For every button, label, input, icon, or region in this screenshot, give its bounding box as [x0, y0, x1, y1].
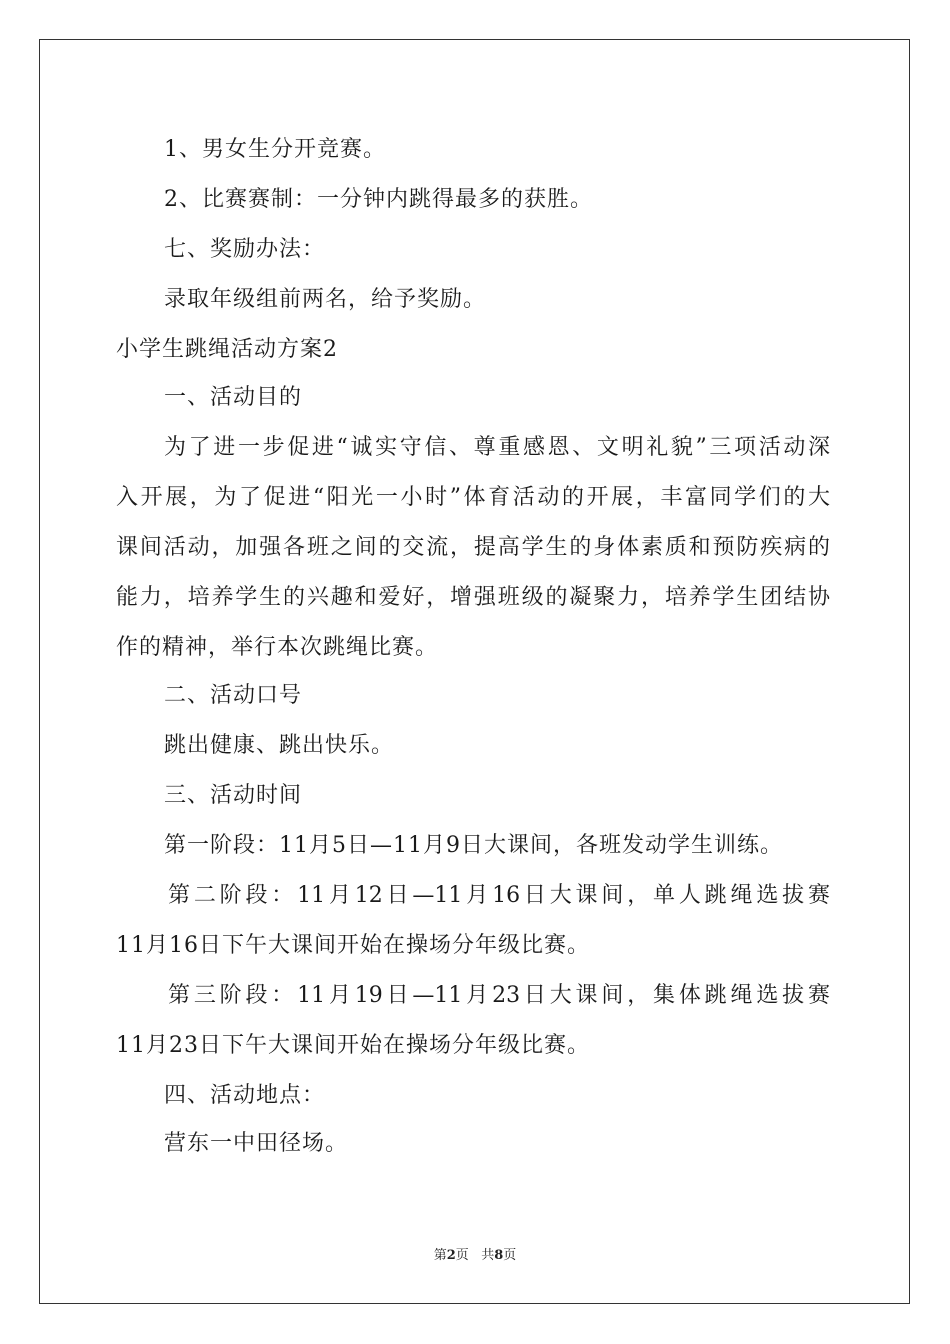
footer-page-prefix: 第	[433, 1248, 447, 1263]
text-line: 第三阶段：11月19日—11月23日大课间，集体跳绳选拔赛	[168, 983, 830, 1008]
text-line: 第二阶段：11月12日—11月16日大课间，单人跳绳选拔赛	[168, 883, 830, 908]
section-heading: 三、活动时间	[164, 783, 303, 808]
text-line: 跳出健康、跳出快乐。	[164, 733, 395, 758]
text-line: 能力，培养学生的兴趣和爱好，增强班级的凝聚力，培养学生团结协	[116, 585, 830, 610]
footer-total-prefix: 共	[481, 1248, 495, 1263]
section-heading: 七、奖励办法：	[164, 237, 326, 262]
document-title: 小学生跳绳活动方案2	[116, 337, 338, 362]
footer-total-pages: 8	[494, 1248, 504, 1263]
text-line: 营东一中田径场。	[164, 1131, 349, 1156]
text-line: 课间活动，加强各班之间的交流，提高学生的身体素质和预防疾病的	[116, 535, 830, 560]
page-footer	[0, 1247, 950, 1265]
text-line: 为了进一步促进“诚实守信、尊重感恩、文明礼貌”三项活动深	[164, 435, 830, 460]
text-line: 作的精神，举行本次跳绳比赛。	[116, 635, 439, 660]
text-line: 11月16日下午大课间开始在操场分年级比赛。	[116, 933, 590, 958]
section-heading: 一、活动目的	[164, 385, 303, 410]
text-line: 2、比赛赛制：一分钟内跳得最多的获胜。	[164, 187, 593, 212]
footer-total-suffix: 页	[503, 1248, 517, 1263]
section-heading: 二、活动口号	[164, 683, 303, 708]
text-line: 第一阶段：11月5日—11月9日大课间，各班发动学生训练。	[164, 833, 783, 858]
text-line: 1、男女生分开竞赛。	[164, 137, 386, 162]
footer-page-number: 2	[446, 1248, 456, 1263]
text-line: 11月23日下午大课间开始在操场分年级比赛。	[116, 1033, 590, 1058]
text-line: 入开展，为了促进“阳光一小时”体育活动的开展，丰富同学们的大	[116, 485, 830, 510]
text-line: 录取年级组前两名，给予奖励。	[164, 287, 487, 312]
section-heading: 四、活动地点：	[164, 1083, 326, 1108]
page-border	[39, 39, 910, 1304]
footer-page-suffix: 页	[455, 1248, 469, 1263]
